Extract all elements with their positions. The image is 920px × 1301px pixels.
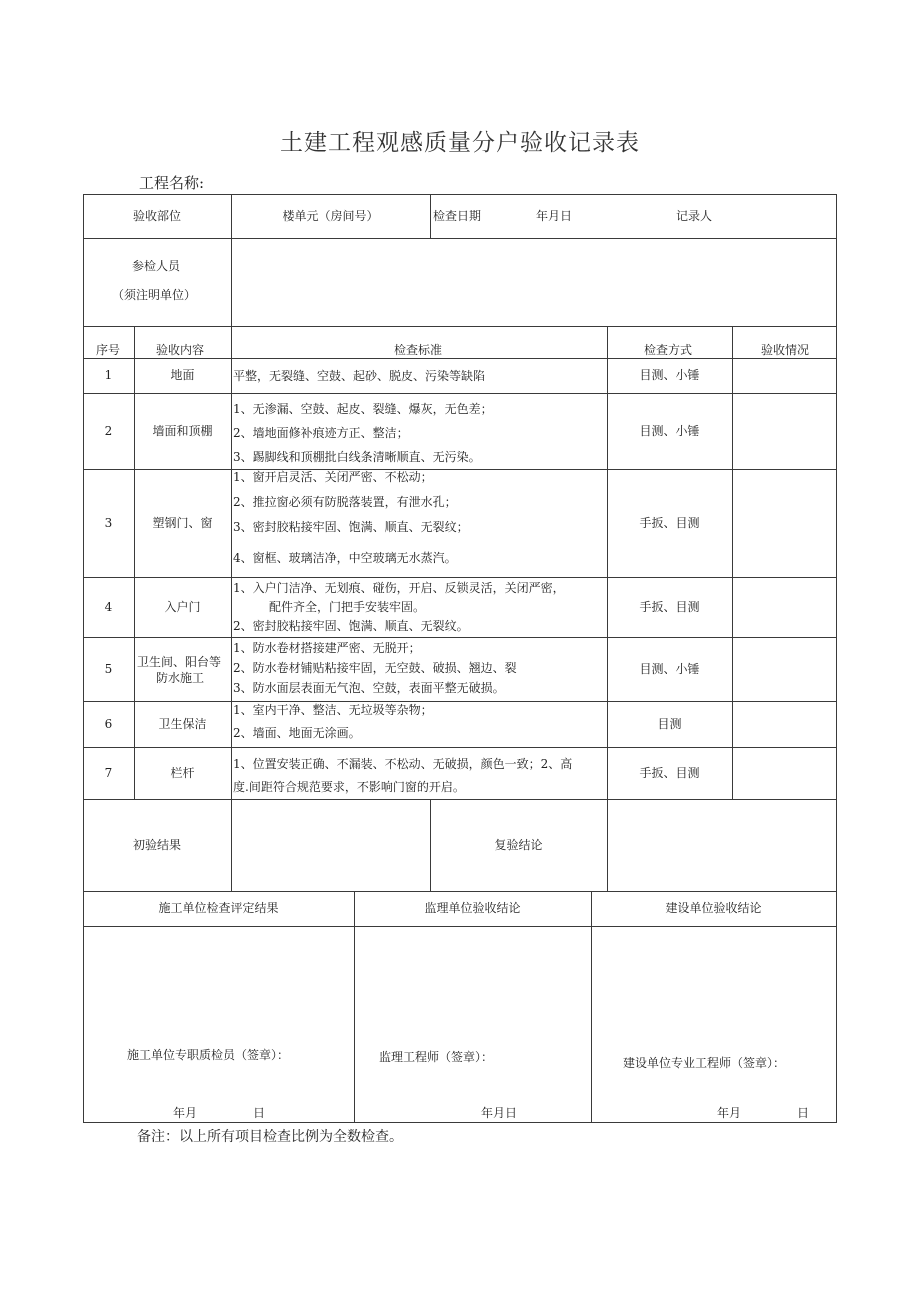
row-3-method: 手扳、目测 (639, 515, 700, 530)
row-2-standard-line-1: 1、无渗漏、空鼓、起皮、裂缝、爆灰，无色差； (233, 402, 493, 416)
project-name-label: 工程名称: (139, 174, 205, 192)
row-4-standard-line-3: 2、密封胶粘接牢固、饱满、顺直、无裂纹。 (233, 619, 469, 633)
column-header-result: 验收情况 (761, 343, 810, 357)
row-3-content: 塑钢门、窗 (152, 515, 213, 530)
participants-unit-note: （须注明单位） (112, 288, 197, 302)
row-5-standard-line-1: 1、防水卷材搭接建严密、无脱开； (233, 641, 421, 655)
column-header-standard: 检查标准 (394, 343, 443, 357)
row-7-standard-line-2: 度.间距符合规范要求，不影响门窗的开启。 (233, 780, 465, 794)
row-4-content: 入户门 (164, 599, 201, 614)
row-2-standard-line-2: 2、墙地面修补痕迹方正、整洁； (233, 426, 409, 440)
row-4-standard-line-1: 1、入户门洁净、无划痕、碰伤，开启、反锁灵活，关闭严密， (233, 581, 565, 595)
row-3-standard-line-1: 1、窗开启灵活、关闭严密、不松动； (233, 470, 433, 484)
owner-engineer-sign: 建设单位专业工程师（签章）： (623, 1056, 786, 1070)
rule-participants-v (231, 238, 232, 327)
acceptance-form-table (83, 194, 837, 1123)
row-4-standard-line-2: 配件齐全，门把手安装牢固。 (269, 600, 426, 614)
contractor-date-day: 日 (253, 1106, 266, 1120)
recheck-conclusion-label: 复验结论 (494, 837, 543, 852)
row-3-standard-line-4: 4、窗框、玻璃洁净，中空玻璃无水蒸汽。 (233, 551, 457, 565)
supervisor-date: 年月日 (481, 1106, 518, 1120)
row-3-standard-line-3: 3、密封胶粘接牢固、饱满、顺直、无裂纹； (233, 520, 469, 534)
owner-date-year-month: 年月 (717, 1106, 742, 1120)
rule-bottom (83, 1122, 837, 1123)
row-6-method: 目测 (657, 716, 682, 731)
rule-participants-bottom (83, 326, 837, 327)
row-6-content: 卫生保洁 (158, 716, 207, 731)
row-1-method: 目测、小锤 (639, 368, 700, 383)
row-4-no: 4 (104, 599, 113, 614)
contractor-inspector-sign: 施工单位专职质检员（签章）： (127, 1048, 290, 1062)
rule-right (836, 194, 837, 1123)
footnote: 备注：以上所有项目检查比例为全数检查。 (137, 1129, 403, 1145)
initial-result-label: 初验结果 (132, 837, 181, 852)
row-5-no: 5 (104, 661, 113, 676)
row-7-content: 栏杆 (170, 765, 195, 780)
column-header-no: 序号 (96, 343, 121, 357)
owner-header: 建设单位验收结论 (665, 901, 762, 916)
row-7-method: 手扳、目测 (639, 765, 700, 780)
row-1-standard-line: 平整，无裂缝、空鼓、起砂、脱皮、污染等缺陷 (233, 369, 486, 383)
row-1-no: 1 (104, 368, 113, 383)
column-header-method: 检查方式 (644, 343, 693, 357)
rule-signoff-header-bottom (83, 926, 837, 927)
row-1-content: 地面 (170, 368, 195, 383)
owner-date-day: 日 (797, 1106, 810, 1120)
row-6-standard-line-1: 1、室内干净、整洁、无垃圾等杂物； (233, 703, 433, 717)
contractor-header: 施工单位检查评定结果 (158, 901, 279, 916)
rule-results-v1 (231, 799, 232, 892)
rule-results-v3 (607, 799, 608, 892)
row-2-content: 墙面和顶棚 (152, 423, 213, 438)
row-2-method: 目测、小锤 (639, 423, 700, 438)
acceptance-location-label: 验收部位 (132, 208, 181, 223)
building-unit-label: 楼单元（房间号） (282, 208, 379, 223)
inspection-date-value: 年月日 (536, 209, 573, 223)
row-5-method: 目测、小锤 (639, 661, 700, 676)
row-3-standard-line-2: 2、推拉窗必须有防脱落装置，有泄水孔； (233, 495, 457, 509)
row-5-content-line-2: 防水施工 (156, 671, 205, 685)
row-7-no: 7 (104, 765, 113, 780)
inspection-date-label: 检查日期 (433, 209, 482, 223)
recorder-label: 记录人 (676, 209, 713, 223)
column-header-content: 验收内容 (156, 343, 205, 357)
contractor-date-year-month: 年月 (173, 1106, 198, 1120)
row-3-no: 3 (104, 515, 113, 530)
row-6-standard-line-2: 2、墙面、地面无涂画。 (233, 726, 361, 740)
rule-header-v2 (430, 194, 431, 239)
page-title: 土建工程观感质量分户验收记录表 (280, 130, 640, 156)
rule-grid-v2 (231, 326, 232, 800)
supervisor-header: 监理单位验收结论 (424, 901, 521, 916)
rule-grid-v4 (732, 326, 733, 800)
participants-label: 参检人员 (132, 259, 181, 273)
row-6-no: 6 (104, 716, 113, 731)
row-5-content-line-1: 卫生间、阳台等 (137, 655, 222, 669)
rule-header-bottom (83, 238, 837, 239)
row-4-method: 手扳、目测 (639, 599, 700, 614)
supervisor-engineer-sign: 监理工程师（签章）： (379, 1050, 494, 1064)
row-5-standard-line-3: 3、防水面层表面无气泡、空鼓，表面平整无破损。 (233, 681, 505, 695)
row-5-standard-line-2: 2、防水卷材铺贴粘接牢固，无空鼓、破损、翘边、裂 (233, 661, 517, 675)
row-2-standard-line-3: 3、踢脚线和顶棚批白线条清晰顺直、无污染。 (233, 450, 481, 464)
row-2-no: 2 (104, 423, 113, 438)
row-7-standard-line-1: 1、位置安装正确、不漏装、不松动、无破损，颜色一致；2、高 (233, 757, 573, 771)
